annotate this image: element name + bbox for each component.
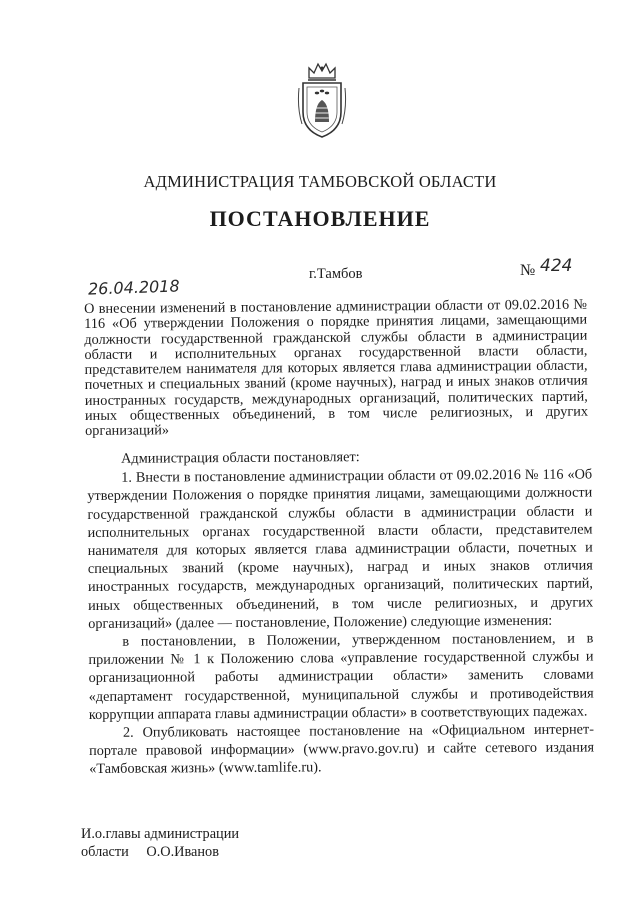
document-number-sign: № <box>520 262 536 279</box>
body-item-1-subpoint: в постановлении, в Положении, утвержденном постановлением, и в приложении № 1 к Положению слова «управление государственной службы и организационной работы администрации области» заменить словами «департамент государственной, муниципальной службы и противодействия коррупции аппарата главы администрации области» в соответствующих падежах. <box>88 630 594 723</box>
document-date: 26.04.2018 <box>87 276 180 299</box>
document-type-title: ПОСТАНОВЛЕНИЕ <box>209 206 431 231</box>
signature-block <box>81 825 239 861</box>
coat-of-arms-icon <box>297 62 347 140</box>
signatory-position-line1: И.о.главы администрации <box>81 826 240 842</box>
signatory-name: О.О.Иванов <box>146 844 219 860</box>
document-city: г.Тамбов <box>309 266 363 282</box>
document-number: 424 <box>540 256 573 276</box>
signatory-position-line2: области <box>81 844 129 860</box>
body-intro: Администрация области постановляет: <box>121 449 360 467</box>
body-item-2: 2. Опубликовать настоящее постановление на «Официальном интернет-портале правовой информации» (www.pravo.gov.ru) и сайте сетевого издания «Тамбовская жизнь» (www.tamlife.ru). <box>89 721 595 778</box>
document-body <box>87 446 594 778</box>
issuing-authority: АДМИНИСТРАЦИЯ ТАМБОВСКОЙ ОБЛАСТИ <box>143 172 497 191</box>
body-item-1: 1. Внести в постановление администрации области от 09.02.2016 № 116 «Об утверждении Положения о порядке принятия лицами, замещающими должности государственной гражданской службы области в администрации области и исполнительных органах государственной власти области, представителем нанимателя для которых является глава администрации области, почетных и специальных званий (кроме научных), наград и иных знаков отличия иностранных государств, международных организаций, политических партий, иных общественных объединений, в том числе религиозных, и других организаций» (далее — постановление, Положение) следующие изменения: <box>87 466 594 632</box>
document-subject: О внесении изменений в постановление администрации области от 09.02.2016 № 116 «Об утверждении Положения о порядке принятия лицами, замещающими должности государственной гражданской службы области в администрации области и исполнительных органах государственной власти области, представителем нанимателя для которых является глава администрации области, почетных и специальных званий (кроме научных), наград и иных знаков отличия иностранных государств, международных организаций, политических партий, иных общественных объединений, в том числе религиозных, и других организаций» <box>83 296 589 440</box>
